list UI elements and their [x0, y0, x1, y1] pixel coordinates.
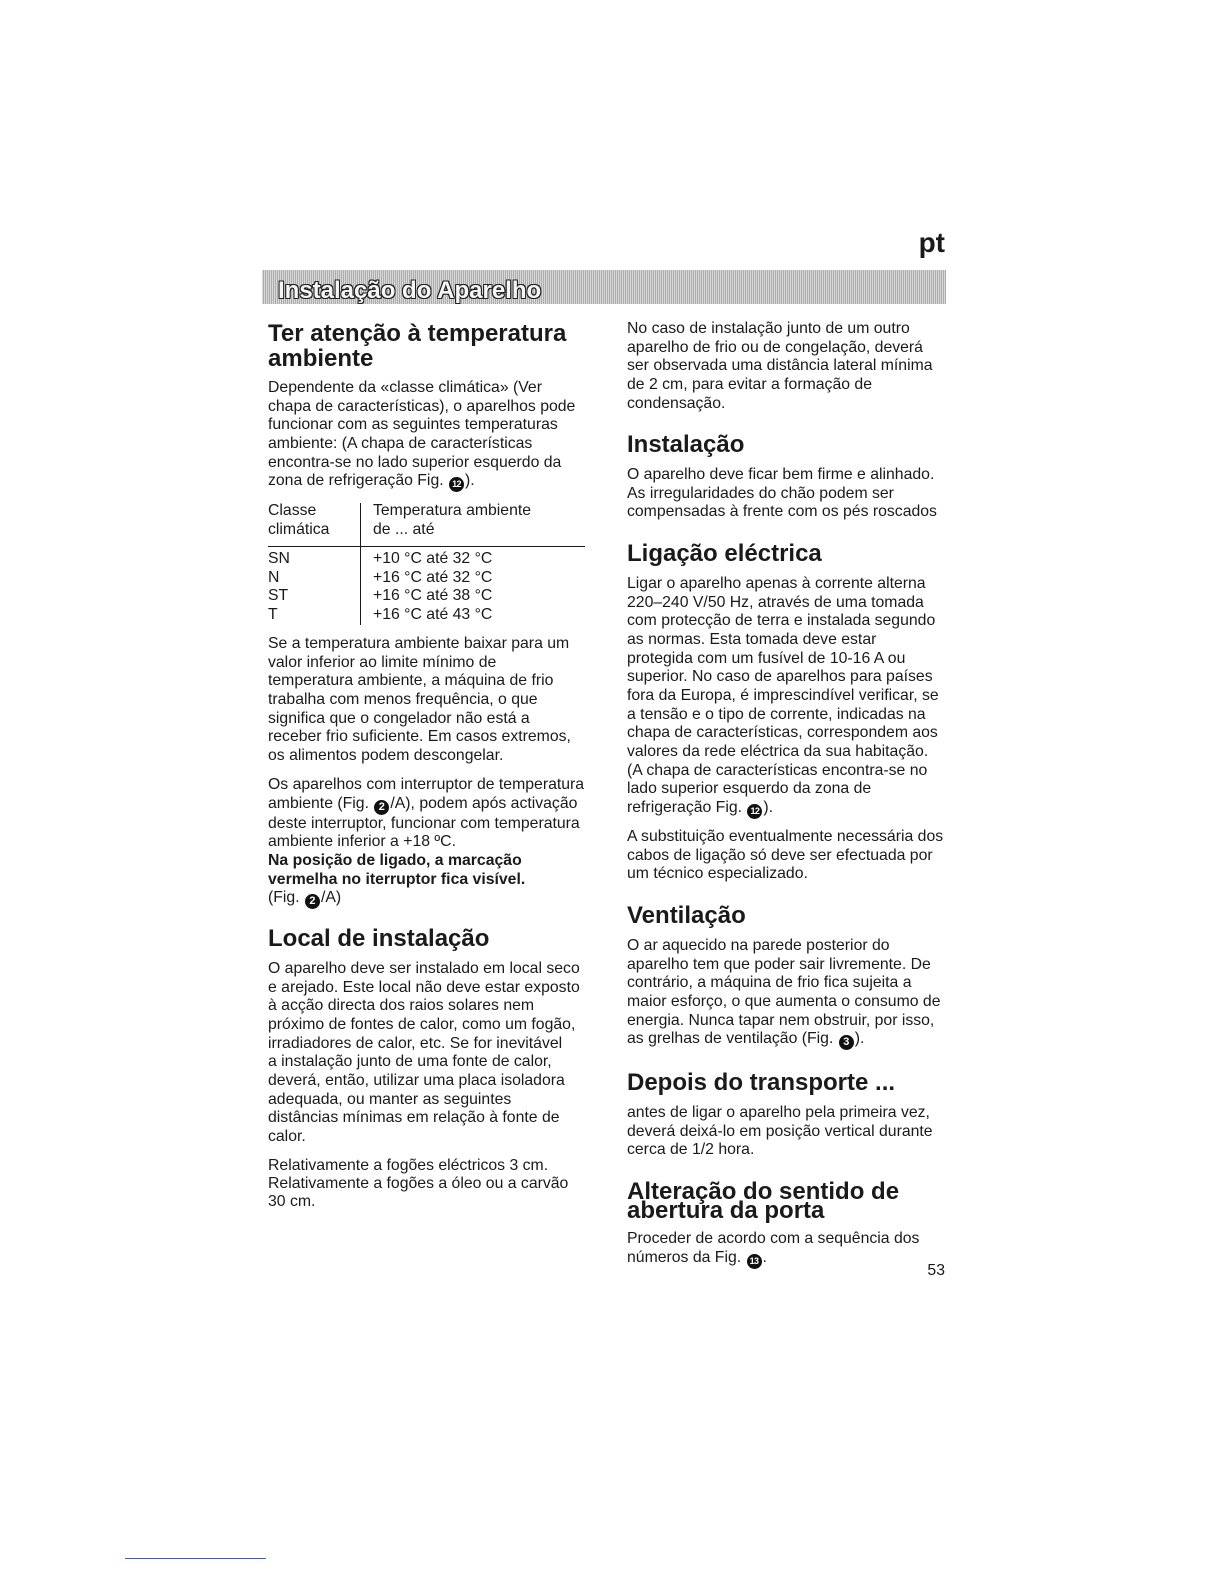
paragraph-local-instalacao: [268, 960, 580, 1147]
text-line: receber frio suficiente. Em casos extremos,: [268, 728, 571, 746]
paragraph-ventilacao: [627, 937, 941, 1050]
text-line: lado superior esquerdo da zona de: [627, 780, 872, 798]
text-line: à acção directa dos raios solares nem: [268, 997, 535, 1015]
table-cell-temperatura: +10 °C até 32 °C: [373, 550, 493, 567]
paragraph-substituicao-cabos: [627, 828, 943, 884]
heading-alteracao-porta: [627, 1178, 900, 1224]
text-line: compensadas à frente com os pés roscados: [627, 503, 937, 521]
text-line: Dependente da «classe climática» (Ver: [268, 379, 542, 396]
figure-ref-badge: 3: [839, 1035, 854, 1050]
text-line: cabos de ligação só deve ser efectuada por: [627, 846, 933, 864]
text-line: (A chapa de características encontra-se no: [627, 761, 928, 779]
text-line: O aparelho deve ser instalado em local seco: [268, 960, 580, 977]
table-divider-horizontal: [268, 546, 585, 547]
heading-ventilacao: Ventilação: [627, 902, 746, 929]
text-line: trabalha com menos frequência, o que: [268, 691, 538, 709]
text-line: 30 cm.: [268, 1193, 316, 1210]
text-line: [627, 1249, 919, 1269]
paragraph-interruptor: [268, 776, 584, 909]
text-segment: ).: [763, 799, 774, 817]
page-number: 53: [927, 1262, 945, 1279]
text-line: a instalação junto de uma fonte de calor,: [268, 1053, 552, 1071]
table-cell-temperatura: +16 °C até 32 °C: [373, 568, 493, 586]
bold-text-line: vermelha no iterruptor fica visível.: [268, 870, 526, 888]
table-header-line: climática: [268, 520, 330, 538]
heading-line: Ter atenção à temperatura: [268, 320, 567, 347]
text-line: Relativamente a fogões a óleo ou a carvão: [268, 1175, 569, 1192]
table-cell-classe: T: [268, 606, 278, 623]
paragraph-ligacao-electrica: [627, 575, 939, 819]
table-row: [268, 550, 585, 569]
figure-ref-badge: 2: [305, 894, 320, 909]
paragraph-classe-climatica: [268, 379, 575, 492]
table-cell-classe: ST: [268, 587, 289, 605]
language-tag: pt: [918, 227, 945, 258]
text-segment: /A), podem após activação: [390, 794, 578, 812]
text-line: Proceder de acordo com a sequência dos: [627, 1230, 920, 1247]
table-row: [268, 606, 585, 625]
table-header-line: Classe: [268, 502, 317, 519]
text-line: fora da Europa, é imprescindível verificar, se: [627, 687, 939, 705]
text-line: maior esforço, o que aumenta o consumo de: [627, 993, 941, 1011]
text-line: calor.: [268, 1128, 306, 1146]
text-line: A substituição eventualmente necessária dos: [627, 828, 944, 845]
text-line: No caso de instalação junto de um outro: [627, 320, 910, 337]
text-line: os alimentos podem descongelar.: [268, 747, 504, 765]
text-line: valor inferior ao limite mínimo de: [268, 653, 497, 671]
text-line: encontra-se no lado superior esquerdo da: [268, 453, 562, 471]
text-line: temperatura ambiente, a máquina de frio: [268, 672, 554, 690]
text-line: energia. Nunca tapar nem obstruir, por isso,: [627, 1011, 935, 1029]
text-line: Se a temperatura ambiente baixar para um: [268, 635, 570, 652]
text-line: valores da rede eléctrica da sua habitação.: [627, 743, 929, 761]
figure-ref-badge: 12: [449, 477, 464, 492]
bold-text-line: Na posição de ligado, a marcação: [268, 852, 522, 870]
heading-depois-transporte: Depois do transporte ...: [627, 1069, 896, 1096]
text-line: contrário, a máquina de frio fica sujeita a: [627, 974, 912, 992]
text-segment: (Fig.: [268, 889, 304, 907]
text-line: significa que o congelador não está a: [268, 709, 530, 727]
heading-line: Alteração do sentido de: [627, 1178, 900, 1205]
text-segment: /A): [320, 889, 342, 907]
heading-line: ambiente: [268, 345, 374, 372]
text-line: deste interruptor, funcionar com temperatura: [268, 814, 580, 832]
text-line: superior. No caso de aparelhos para países: [627, 668, 933, 686]
text-line: protegida com um fusível de 10-16 A ou: [627, 649, 906, 667]
text-line: O aparelho deve ficar bem firme e alinhado.: [627, 466, 935, 483]
paragraph-distancias: [268, 1157, 568, 1211]
text-segment: ambiente (Fig.: [268, 794, 374, 812]
text-line: cerca de 1/2 hora.: [627, 1141, 755, 1159]
text-line: chapa de características), o aparelhos pode: [268, 397, 576, 415]
text-line: ambiente inferior a +18 ºC.: [268, 833, 456, 851]
text-line: próximo de fontes de calor, como um fogão,: [268, 1016, 576, 1034]
text-line: 220–240 V/50 Hz, através de uma tomada: [627, 593, 924, 611]
text-line: deverá deixá-lo em posição vertical durante: [627, 1122, 933, 1140]
text-line: aparelho tem que poder sair livremente. De: [627, 955, 931, 973]
text-line: e arejado. Este local não deve estar exposto: [268, 978, 580, 996]
text-line: ser observada uma distância lateral mínima: [627, 357, 933, 375]
figure-ref-badge: 13: [747, 1254, 762, 1269]
text-segment: refrigeração Fig.: [627, 799, 747, 817]
text-segment: ).: [465, 472, 475, 490]
text-line: Os aparelhos com interruptor de temperatura: [268, 776, 585, 793]
heading-instalacao: Instalação: [627, 431, 745, 458]
text-line: As irregularidades do chão podem ser: [627, 484, 894, 502]
table-cell-classe: SN: [268, 550, 290, 567]
table-row: [268, 587, 585, 606]
section-title-band: [262, 270, 946, 304]
table-header-line: de ... até: [373, 520, 435, 538]
heading-local-instalacao: Local de instalação: [268, 925, 490, 952]
link-underline: [125, 1558, 266, 1559]
text-line: Ligar o aparelho apenas à corrente alterna: [627, 575, 926, 592]
table-cell-temperatura: +16 °C até 38 °C: [373, 587, 493, 605]
text-line: [627, 1030, 941, 1050]
heading-temperatura-ambiente: [268, 321, 566, 371]
text-segment: .: [762, 1248, 767, 1266]
text-line: as normas. Esta tomada deve estar: [627, 631, 877, 649]
text-line: O ar aquecido na parede posterior do: [627, 937, 890, 954]
text-line: antes de ligar o aparelho pela primeira vez,: [627, 1104, 930, 1121]
heading-line: abertura da porta: [627, 1197, 825, 1224]
text-line: chapa de características, correspondem aos: [627, 724, 938, 742]
text-line: [268, 795, 584, 815]
table-header-classe: [268, 502, 329, 539]
table-header-line: Temperatura ambiente: [373, 502, 532, 519]
text-segment: números da Fig.: [627, 1248, 746, 1266]
paragraph-aparelho-proximo: [627, 320, 933, 413]
section-title: Instalação do Aparelho: [278, 277, 542, 304]
heading-ligacao-electrica: Ligação eléctrica: [627, 540, 822, 567]
text-line: a tensão e o tipo de corrente, indicadas na: [627, 705, 926, 723]
paragraph-depois-transporte: [627, 1104, 933, 1160]
text-line: [268, 472, 575, 492]
text-line: Relativamente a fogões eléctricos 3 cm.: [268, 1157, 549, 1174]
text-line: [268, 889, 584, 909]
paragraph-temperatura-baixa: [268, 635, 571, 766]
text-line: adequada, ou manter as seguintes: [268, 1090, 512, 1108]
text-segment: as grelhas de ventilação (Fig.: [627, 1030, 838, 1048]
text-line: [627, 799, 939, 819]
paragraph-instalacao: [627, 466, 937, 522]
text-line: deverá, então, utilizar uma placa isoladora: [268, 1072, 565, 1090]
figure-ref-badge: 2: [374, 800, 389, 815]
figure-ref-badge: 12: [747, 804, 762, 819]
text-line: distâncias mínimas em relação à fonte de: [268, 1109, 560, 1127]
table-header-temperatura: [373, 502, 531, 539]
text-line: com protecção de terra e instalada segundo: [627, 612, 936, 630]
text-line: funcionar com as seguintes temperaturas: [268, 416, 558, 434]
text-line: condensação.: [627, 394, 726, 412]
text-line: um técnico especializado.: [627, 865, 808, 883]
text-line: aparelho de frio ou de congelação, deverá: [627, 338, 923, 356]
paragraph-alteracao-porta: [627, 1230, 919, 1269]
text-line: irradiadores de calor, etc. Se for inevitável: [268, 1034, 563, 1052]
table-cell-classe: N: [268, 568, 280, 586]
table-cell-temperatura: +16 °C até 43 °C: [373, 606, 493, 623]
text-line: ambiente: (A chapa de características: [268, 435, 533, 453]
text-segment: zona de refrigeração Fig.: [268, 472, 449, 490]
text-line: de 2 cm, para evitar a formação de: [627, 376, 872, 394]
text-segment: ).: [854, 1030, 865, 1048]
table-row: [268, 569, 585, 588]
